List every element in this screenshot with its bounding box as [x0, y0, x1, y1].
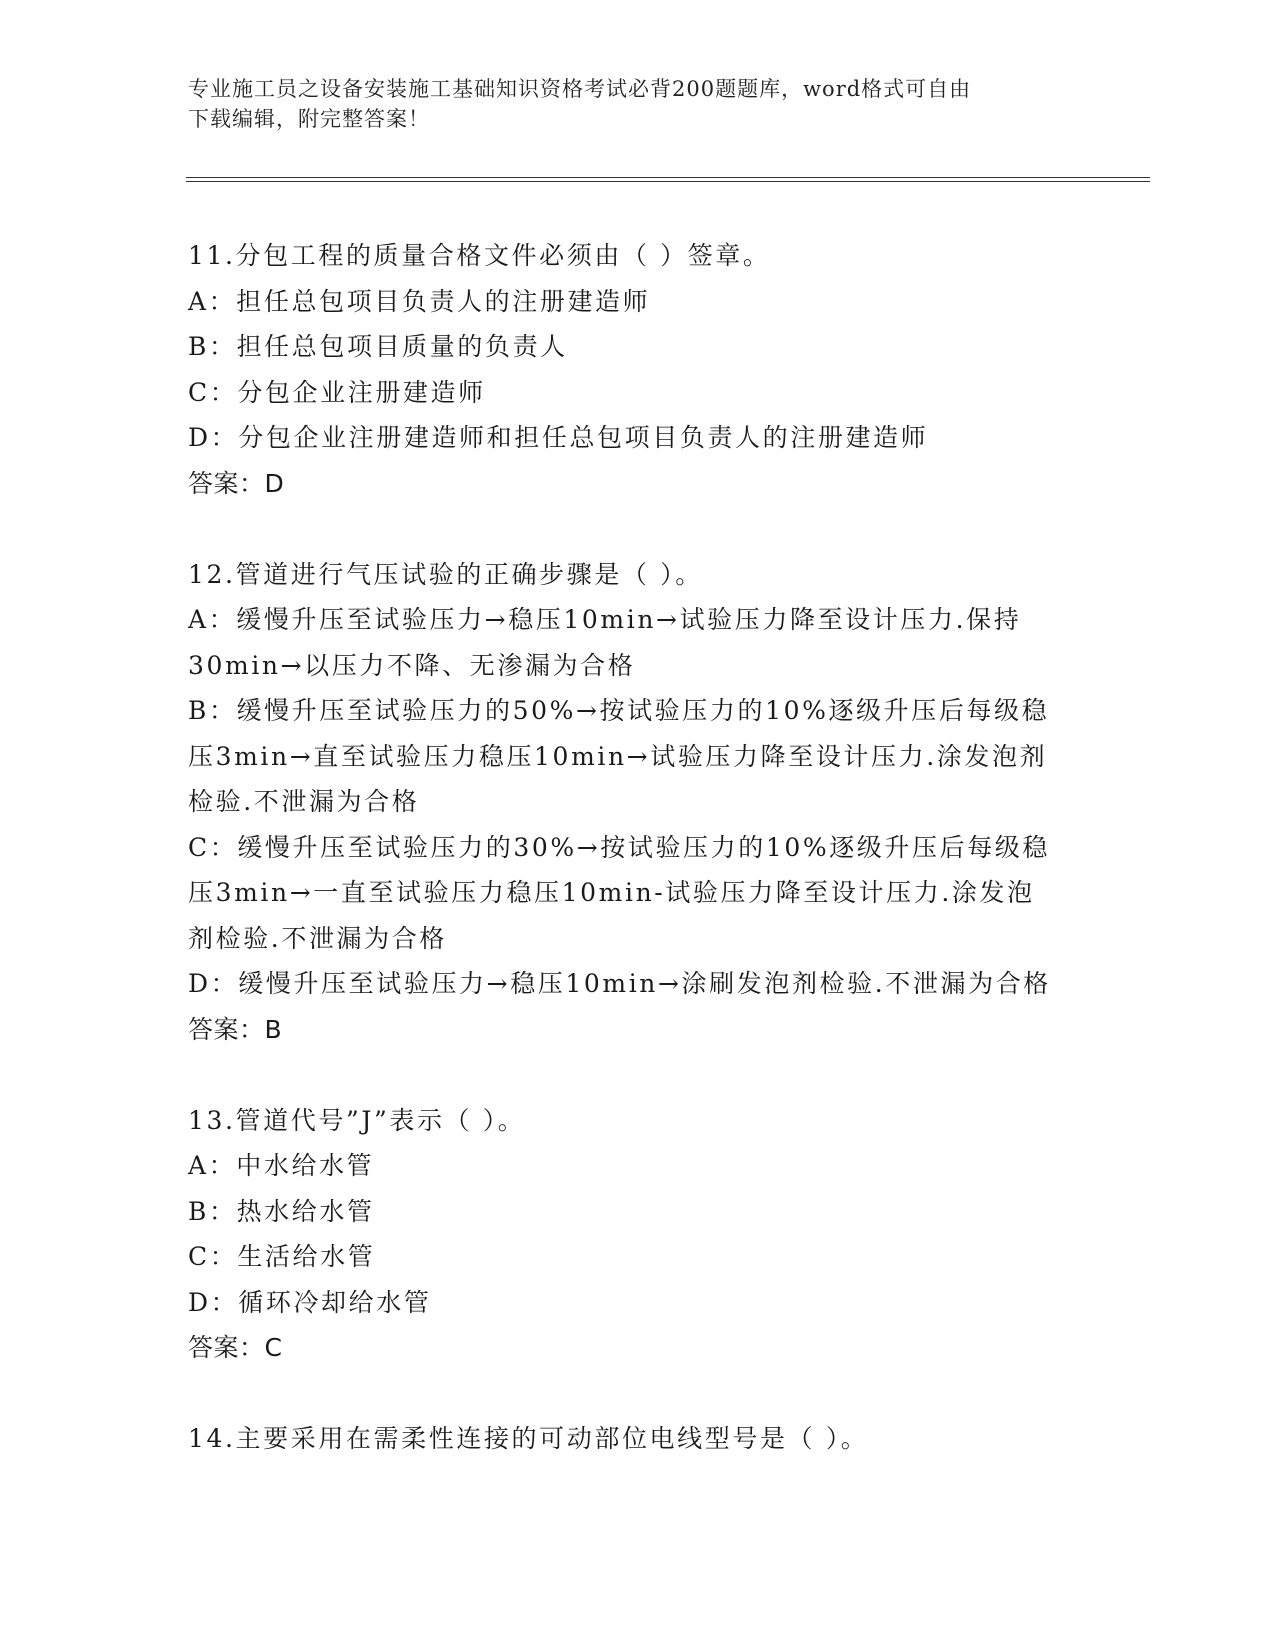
question-stem: 12.管道进行气压试验的正确步骤是（ ）。: [188, 559, 703, 589]
document-header: [188, 74, 1088, 134]
option-line: D：缓慢升压至试验压力→稳压10min→涂刷发泡剂检验.不泄漏为合格: [188, 969, 1051, 998]
option-line: 30min→以压力不降、无渗漏为合格: [188, 650, 636, 680]
question-block: [188, 233, 1088, 506]
option-line: 压3min→一直至试验压力稳压10min-试验压力降至设计压力.涂发泡: [188, 878, 1035, 907]
header-line-2: 下载编辑，附完整答案！: [188, 107, 430, 131]
option-line: C：生活给水管: [188, 1242, 376, 1271]
option-line: D：循环冷却给水管: [188, 1287, 432, 1317]
answer-line: 答案：D: [188, 468, 285, 498]
option-line: A：缓慢升压至试验压力→稳压10min→试验压力降至设计压力.保持: [188, 605, 1022, 634]
option-line: B：热水给水管: [188, 1196, 375, 1226]
header-divider-top: [186, 177, 1150, 178]
question-stem: 11.分包工程的质量合格文件必须由（ ）签章。: [188, 241, 771, 270]
option-line: B：担任总包项目质量的负责人: [188, 332, 568, 361]
question-block: [188, 1098, 1088, 1371]
question-list: [188, 233, 1088, 1462]
option-line: 剂检验.不泄漏为合格: [188, 923, 447, 953]
option-line: 压3min→直至试验压力稳压10min→试验压力降至设计压力.涂发泡剂: [188, 741, 1048, 771]
answer-line: 答案：B: [188, 1014, 283, 1044]
option-line: D：分包企业注册建造师和担任总包项目负责人的注册建造师: [188, 423, 929, 452]
header-divider-bottom: [186, 181, 1150, 182]
question-block: [188, 1416, 1088, 1462]
option-line: C：分包企业注册建造师: [188, 377, 486, 407]
option-line: A：中水给水管: [188, 1151, 375, 1180]
header-line-1: 专业施工员之设备安装施工基础知识资格考试必背200题题库，word格式可自由: [188, 77, 972, 101]
answer-line: 答案：C: [188, 1333, 283, 1362]
option-line: A：担任总包项目负责人的注册建造师: [188, 286, 651, 316]
option-line: C：缓慢升压至试验压力的30%→按试验压力的10%逐级升压后每级稳: [188, 832, 1051, 862]
question-block: [188, 552, 1088, 1053]
option-line: B：缓慢升压至试验压力的50%→按试验压力的10%逐级升压后每级稳: [188, 696, 1050, 725]
option-line: 检验.不泄漏为合格: [188, 787, 420, 816]
question-stem: 13.管道代号”J”表示（ ）。: [188, 1105, 526, 1135]
question-stem: 14.主要采用在需柔性连接的可动部位电线型号是（ ）。: [188, 1424, 869, 1453]
